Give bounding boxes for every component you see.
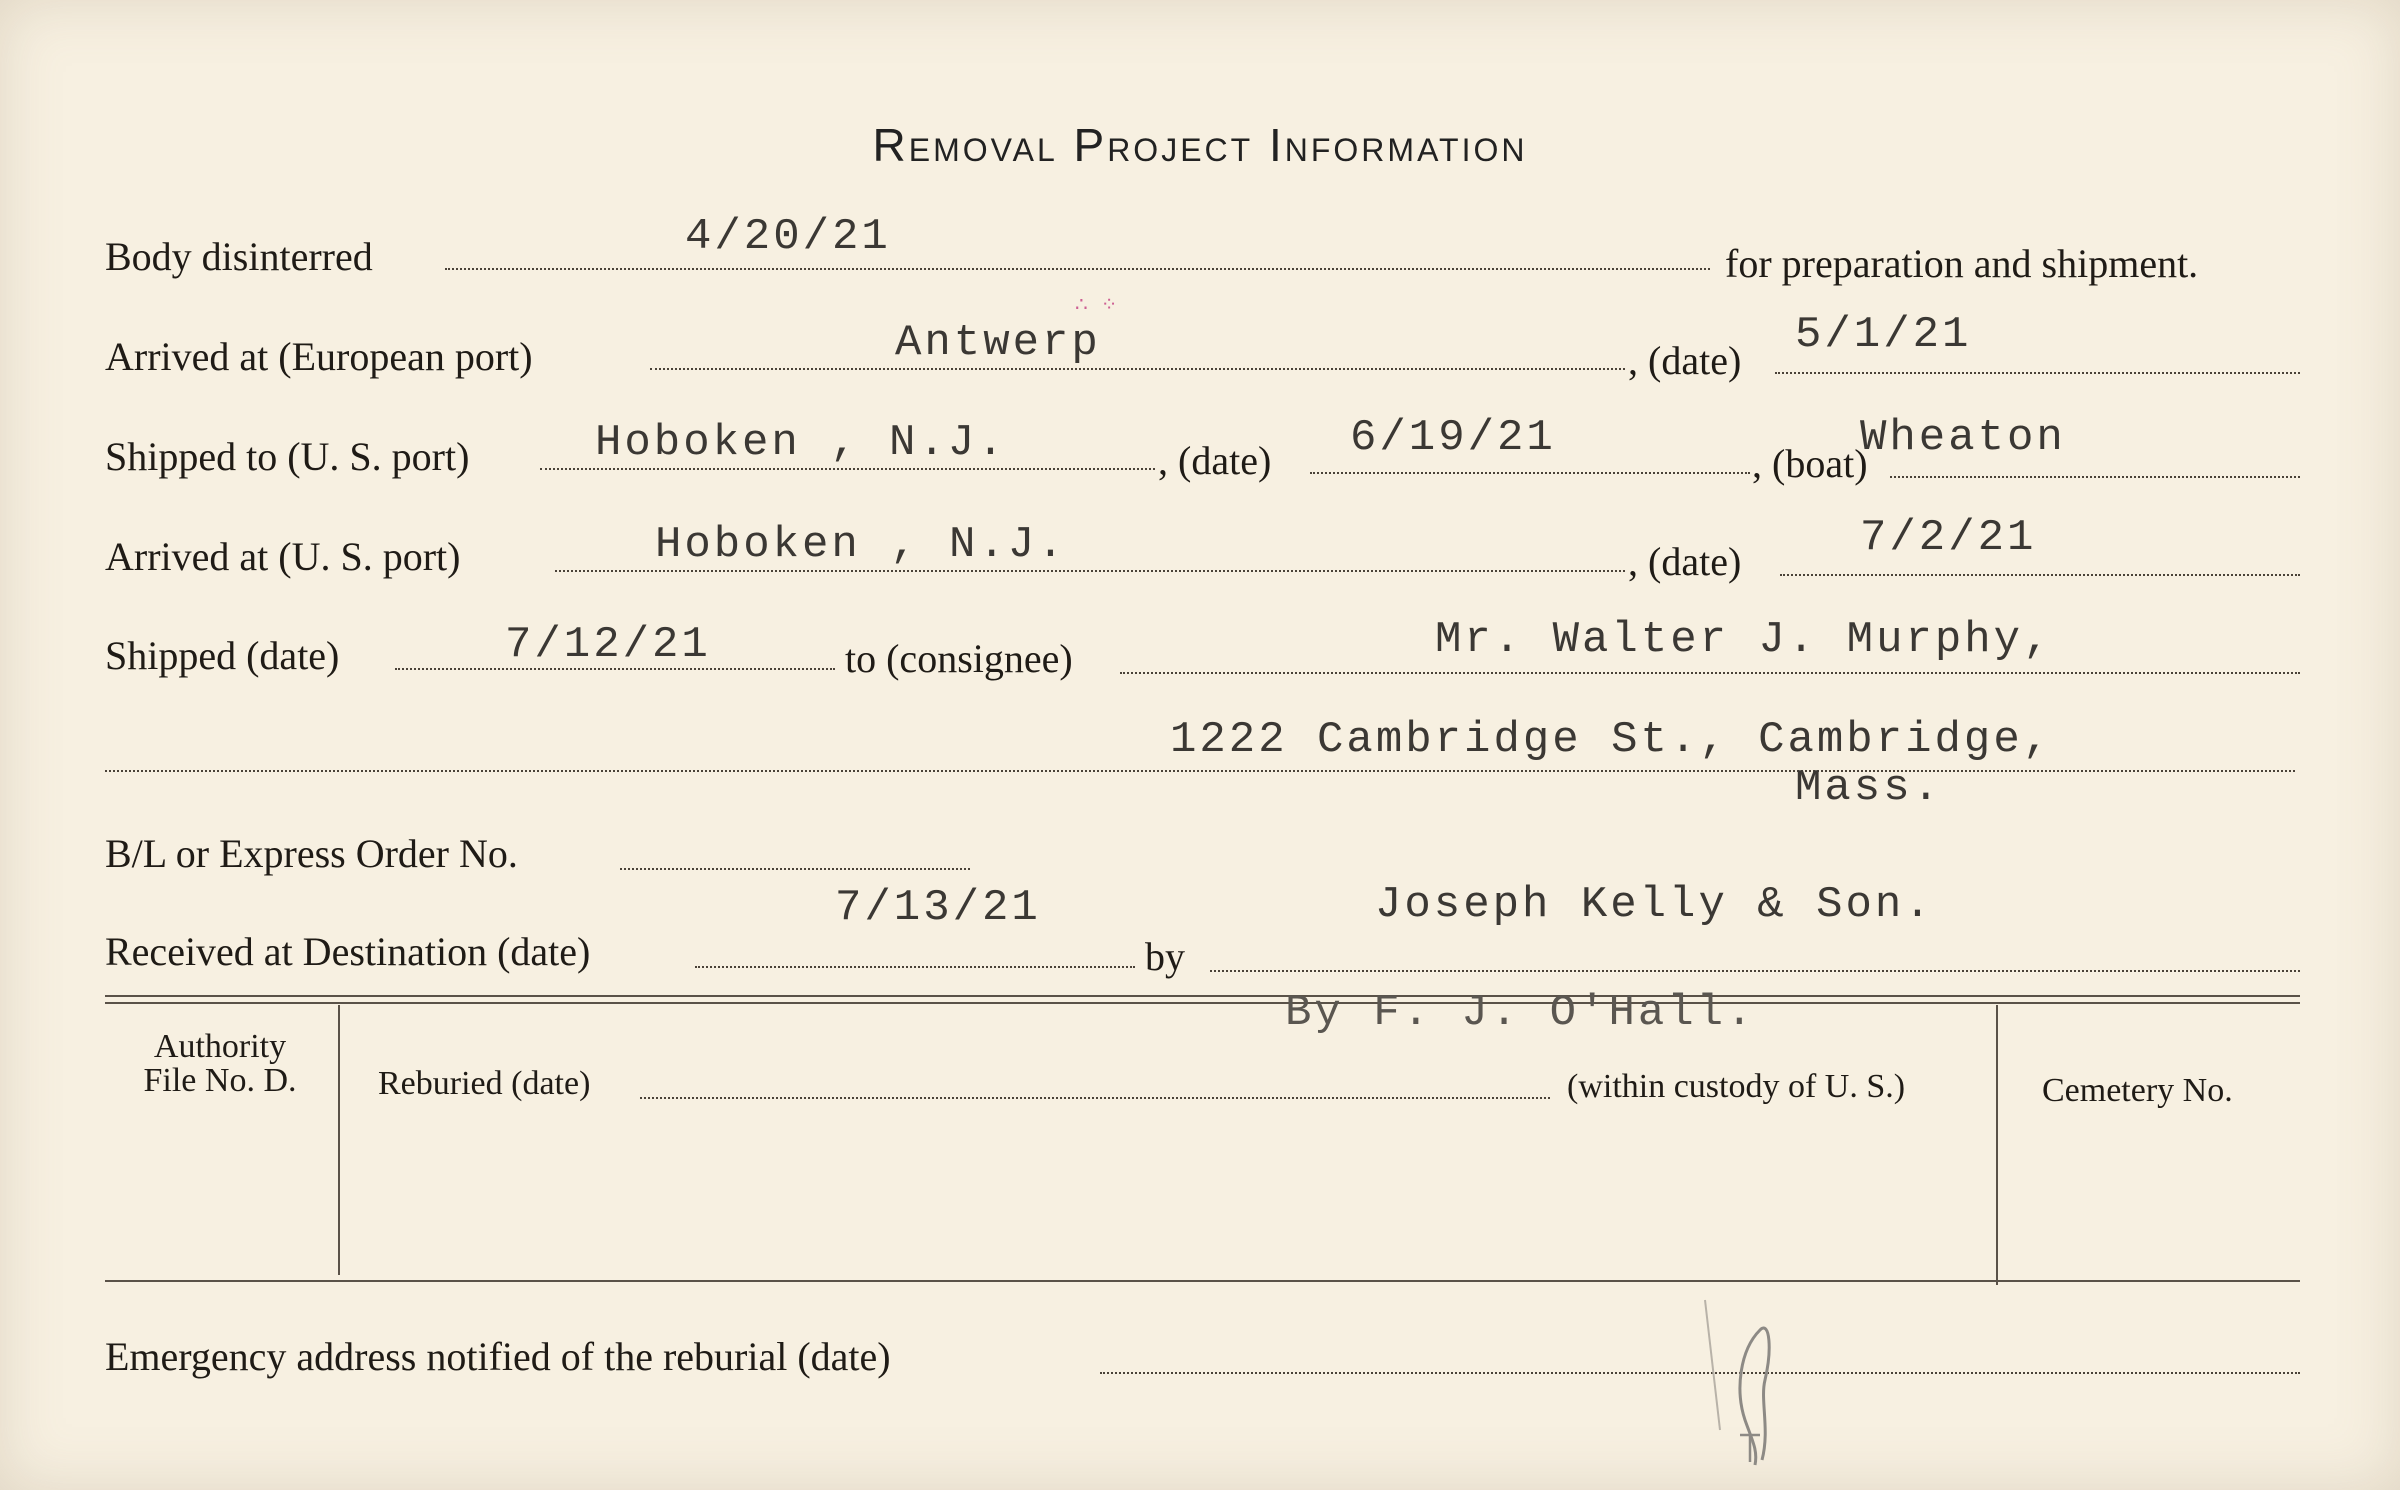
field-line-consignee-address: [105, 770, 2295, 772]
value-consignee-state: Mass.: [1795, 763, 1943, 813]
field-line-boat: [1890, 476, 2300, 478]
field-line-us-ship-date: [1310, 472, 1750, 474]
pencil-clerk-mark: [1700, 1290, 1820, 1480]
table-bottom-rule: [105, 1280, 2300, 1282]
label-received-destination: Received at Destination (date): [105, 929, 591, 974]
label-shipped-to-us: Shipped to (U. S. port): [105, 434, 470, 479]
label-to-consignee: to (consignee): [845, 636, 1073, 681]
label-reburied: Reburied (date): [378, 1065, 591, 1102]
value-received-by-agent: By F. J. O'Hall.: [1285, 988, 1756, 1038]
field-line-us-arrival-date: [1780, 574, 2300, 576]
field-line-european-port: [650, 368, 1625, 370]
value-european-date: 5/1/21: [1795, 310, 1972, 360]
value-disinterred-date: 4/20/21: [685, 212, 891, 262]
value-received-date: 7/13/21: [835, 883, 1041, 933]
label-by: by: [1145, 934, 1185, 979]
label-authority-line2: File No. D.: [143, 1062, 297, 1099]
pink-stamp-mark: ∴ ⁘: [1075, 294, 1122, 316]
field-line-received-date: [695, 966, 1135, 968]
field-line-disinterred: [445, 268, 1710, 270]
label-arrived-us: Arrived at (U. S. port): [105, 534, 461, 579]
label-cemetery-no: Cemetery No.: [2042, 1072, 2233, 1109]
value-us-ship-date: 6/19/21: [1350, 413, 1556, 463]
label-for-preparation: for preparation and shipment.: [1725, 241, 2199, 286]
field-line-received-by: [1210, 970, 2300, 972]
value-us-port-shipped: Hoboken , N.J.: [595, 418, 1007, 468]
label-body-disinterred: Body disinterred: [105, 234, 373, 279]
value-european-port: Antwerp: [895, 318, 1101, 368]
label-date-us-arrival: , (date): [1628, 539, 1742, 584]
value-consignee: Mr. Walter J. Murphy,: [1435, 615, 2053, 665]
value-us-arrival-date: 7/2/21: [1860, 513, 2037, 563]
form-title: Removal Project Information: [872, 119, 1528, 171]
table-top-rule-1: [105, 995, 2300, 997]
value-shipped-date: 7/12/21: [505, 620, 711, 670]
field-line-reburied: [640, 1097, 1550, 1099]
field-line-consignee: [1120, 672, 2300, 674]
table-top-rule-2: [105, 1002, 2300, 1004]
value-us-port-arrived: Hoboken , N.J.: [655, 520, 1067, 570]
label-authority: [105, 1030, 335, 1098]
label-date-us-ship: , (date): [1158, 438, 1272, 483]
label-within-custody: (within custody of U. S.): [1567, 1068, 1906, 1105]
label-date-european: , (date): [1628, 338, 1742, 383]
label-bl-order: B/L or Express Order No.: [105, 831, 518, 876]
value-boat: Wheaton: [1860, 413, 2066, 463]
label-authority-line1: Authority: [153, 1028, 287, 1065]
label-boat: , (boat): [1752, 441, 1868, 486]
field-line-us-port-shipped: [540, 468, 1155, 470]
table-divider-right: [1996, 1005, 1998, 1285]
value-received-by: Joseph Kelly & Son.: [1375, 880, 1934, 930]
field-line-us-port-arrived: [555, 570, 1625, 572]
label-arrived-european: Arrived at (European port): [105, 334, 533, 379]
label-emergency: Emergency address notified of the reburial (date): [105, 1334, 891, 1379]
field-line-european-date: [1775, 372, 2300, 374]
table-divider-left: [338, 1005, 340, 1275]
value-consignee-address: 1222 Cambridge St., Cambridge,: [1170, 715, 2053, 765]
field-line-bl-order: [620, 868, 970, 870]
label-shipped-date: Shipped (date): [105, 633, 340, 678]
